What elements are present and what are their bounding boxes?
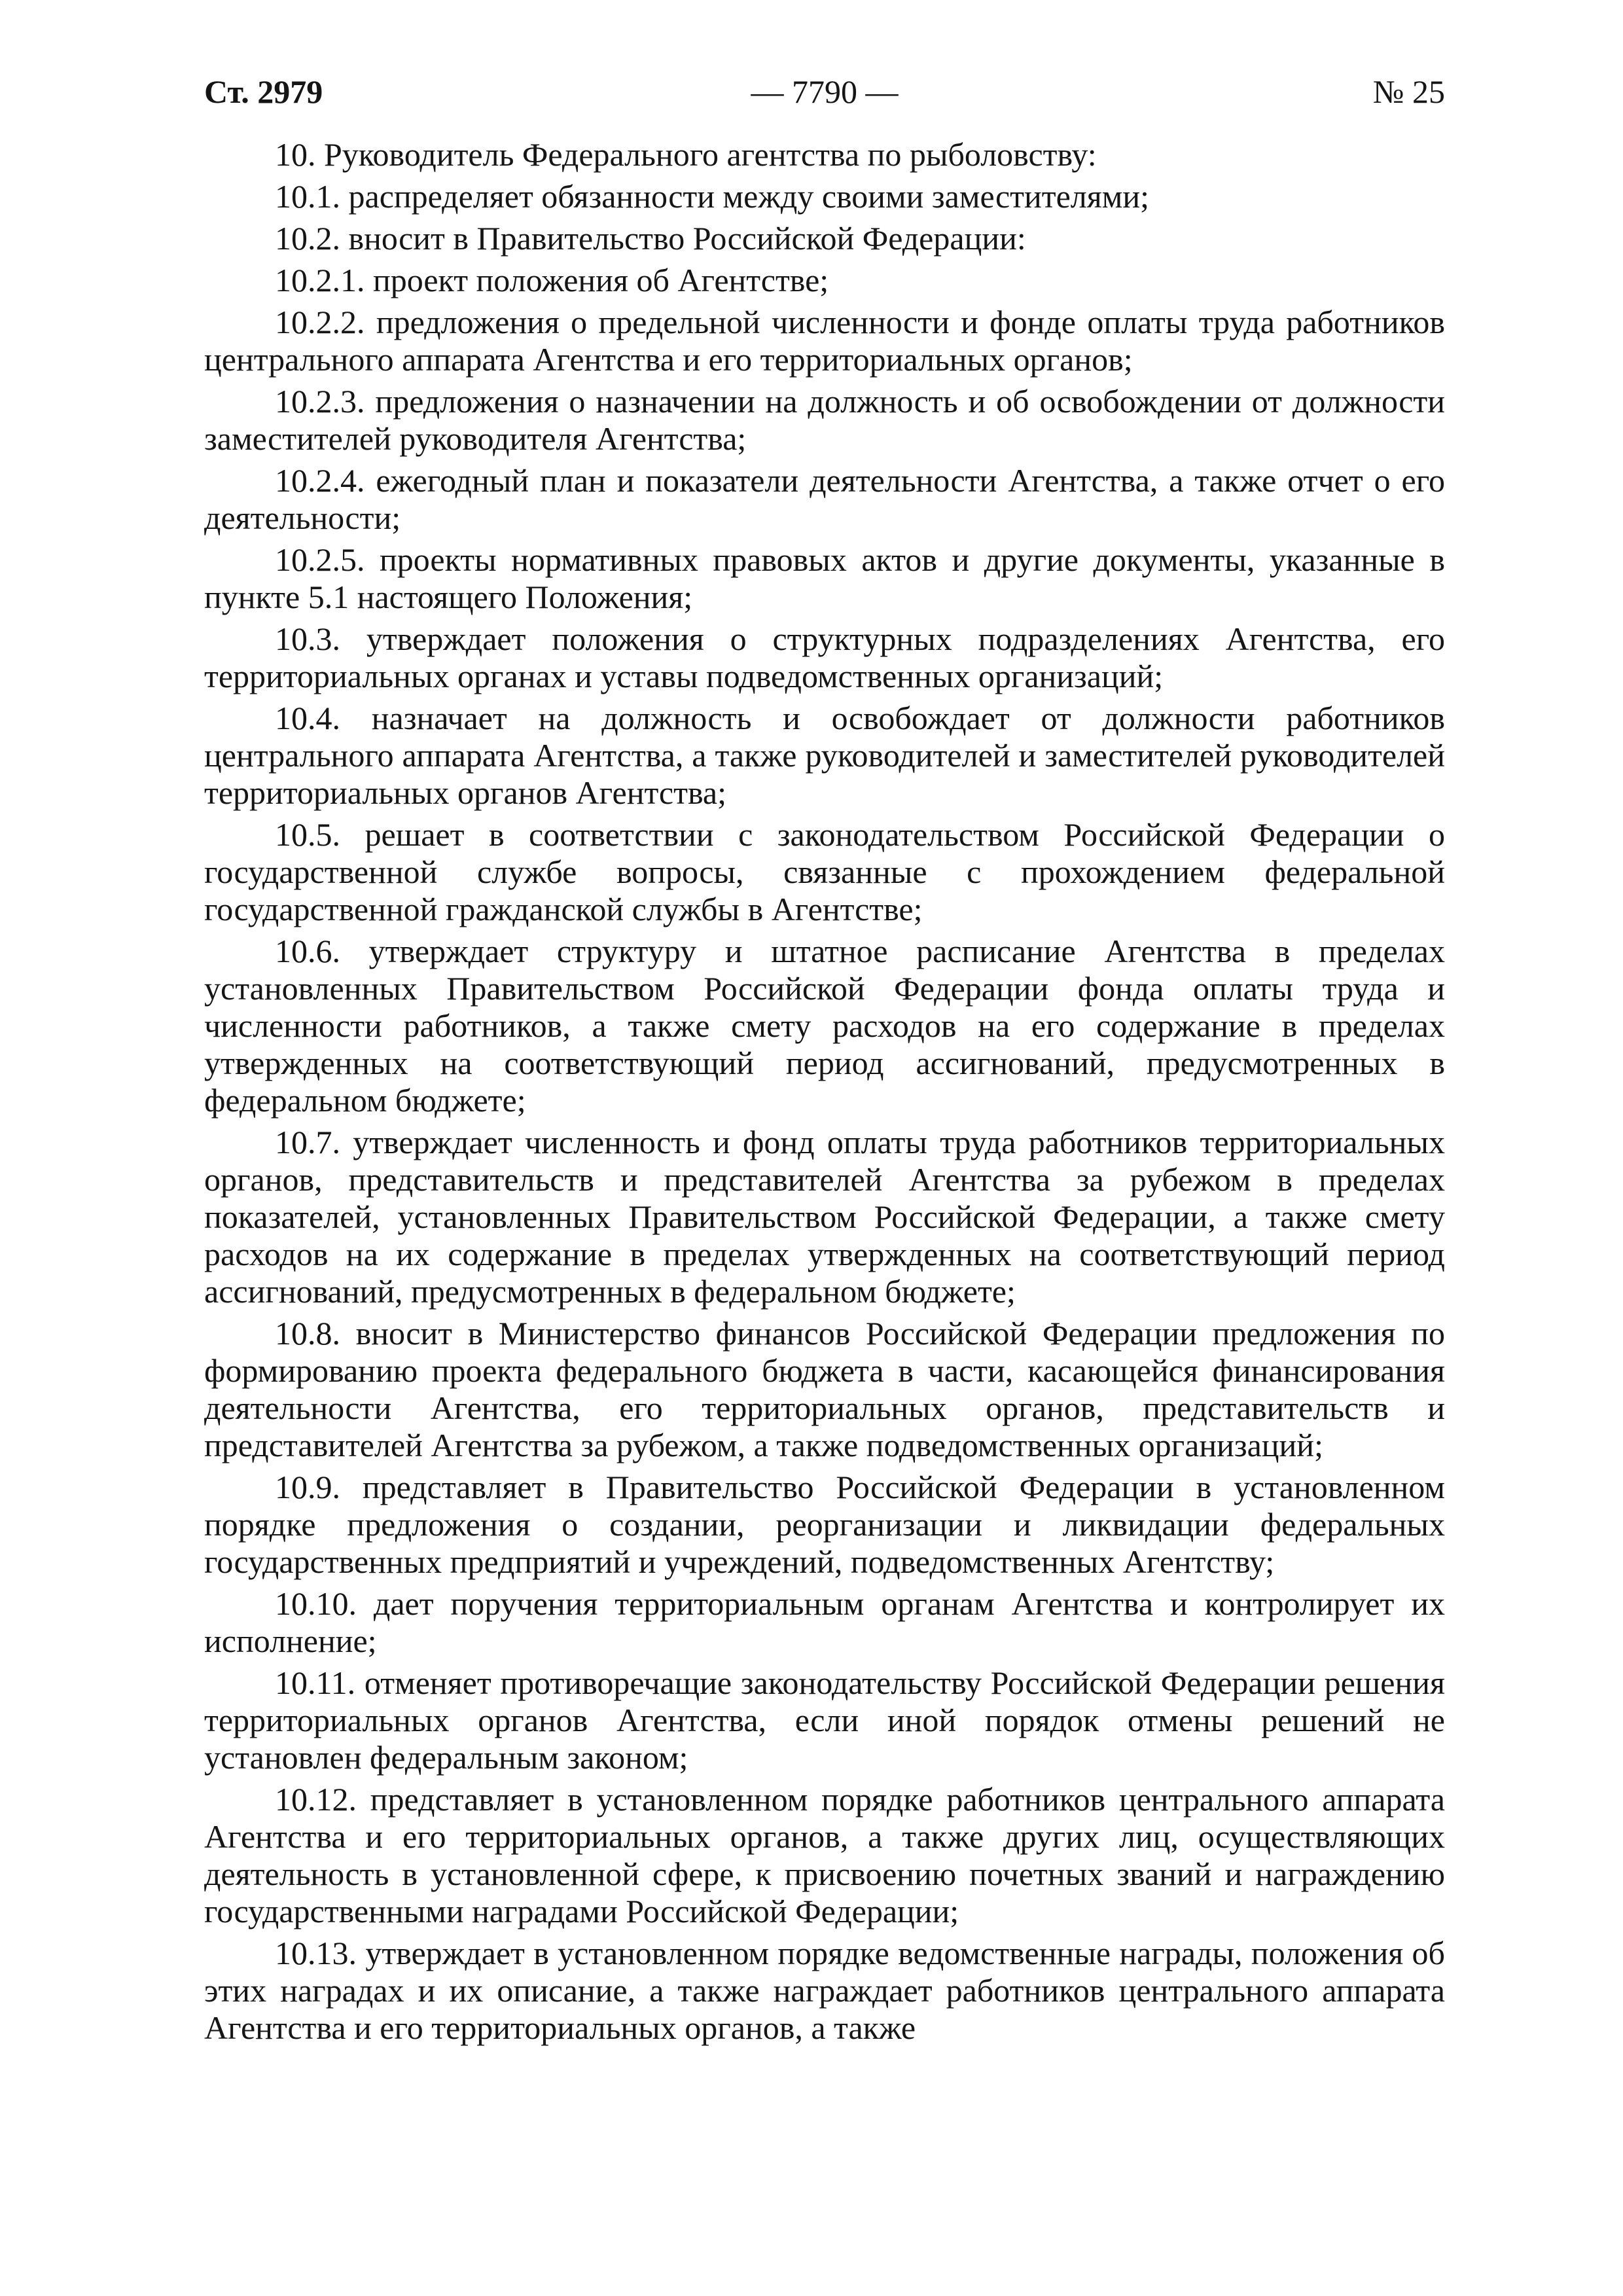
document-body	[204, 136, 1445, 2051]
paragraph: 10.10. дает поручения территориальным органам Агентства и контролирует их исполнение;	[204, 1585, 1445, 1659]
paragraph: 10.13. утверждает в установленном порядке ведомственные награды, положения об этих наградах и их описание, а также награждает работников центрального аппарата Агентства и его территориальных органов, а также	[204, 1935, 1445, 2046]
paragraph: 10.5. решает в соответствии с законодательством Российской Федерации о государственной службе вопросы, связанные с прохождением федеральной государственной гражданской службы в Агентстве;	[204, 816, 1445, 927]
paragraph: 10.9. представляет в Правительство Российской Федерации в установленном порядке предложения о создании, реорганизации и ликвидации федеральных государственных предприятий и учреждений, подведомственных Агентству;	[204, 1469, 1445, 1580]
paragraph: 10.2.4. ежегодный план и показатели деятельности Агентства, а также отчет о его деятельности;	[204, 462, 1445, 536]
paragraph: 10.4. назначает на должность и освобождает от должности работников центрального аппарата Агентства, а также руководителей и заместителей руководителей территориальных органов Агентства;	[204, 700, 1445, 811]
paragraph: 10.8. вносит в Министерство финансов Российской Федерации предложения по формированию проекта федерального бюджета в части, касающейся финансирования деятельности Агентства, его территориальных органов, представительств и представителей Агентства за рубежом, а также подведомственных организаций;	[204, 1315, 1445, 1463]
page-number: — 7790 —	[751, 73, 899, 110]
paragraph: 10.2.1. проект положения об Агентстве;	[275, 262, 829, 298]
paragraph: 10.3. утверждает положения о структурных подразделениях Агентства, его территориальных органах и уставы подведомственных организаций;	[204, 620, 1445, 694]
paragraph: 10.1. распределяет обязанности между своими заместителями;	[275, 178, 1150, 215]
article-number: Ст. 2979	[204, 73, 323, 110]
paragraph: 10.2. вносит в Правительство Российской Федерации:	[275, 220, 1026, 257]
paragraph: 10. Руководитель Федерального агентства по рыболовству:	[275, 136, 1097, 173]
page-header	[204, 60, 1445, 123]
paragraph: 10.6. утверждает структуру и штатное расписание Агентства в пределах установленных Правительством Российской Федерации фонда оплаты труда и численности работников, а также смету расходов на его содержание в пределах утвержденных на соответствующий период ассигнований, предусмотренных в федеральном бюджете;	[204, 933, 1445, 1119]
paragraph: 10.2.5. проекты нормативных правовых актов и другие документы, указанные в пункте 5.1 настоящего Положения;	[204, 541, 1445, 615]
paragraph: 10.2.3. предложения о назначении на должность и об освобождении от должности заместителей руководителя Агентства;	[204, 383, 1445, 457]
paragraph: 10.12. представляет в установленном порядке работников центрального аппарата Агентства и его территориальных органов, а также других лиц, осуществляющих деятельность в установленной сфере, к присвоению почетных званий и награждению государственными наградами Российской Федерации;	[204, 1781, 1445, 1929]
paragraph: 10.7. утверждает численность и фонд оплаты труда работников территориальных органов, представительств и представителей Агентства за рубежом в пределах показателей, установленных Правительством Российской Федерации, а также смету расходов на их содержание в пределах утвержденных на соответствующий период ассигнований, предусмотренных в федеральном бюджете;	[204, 1124, 1445, 1310]
paragraph: 10.11. отменяет противоречащие законодательству Российской Федерации решения территориальных органов Агентства, если иной порядок отмены решений не установлен федеральным законом;	[204, 1664, 1445, 1776]
issue-number: № 25	[1372, 73, 1445, 110]
paragraph: 10.2.2. предложения о предельной численности и фонде оплаты труда работников центрального аппарата Агентства и его территориальных органов;	[204, 304, 1445, 378]
